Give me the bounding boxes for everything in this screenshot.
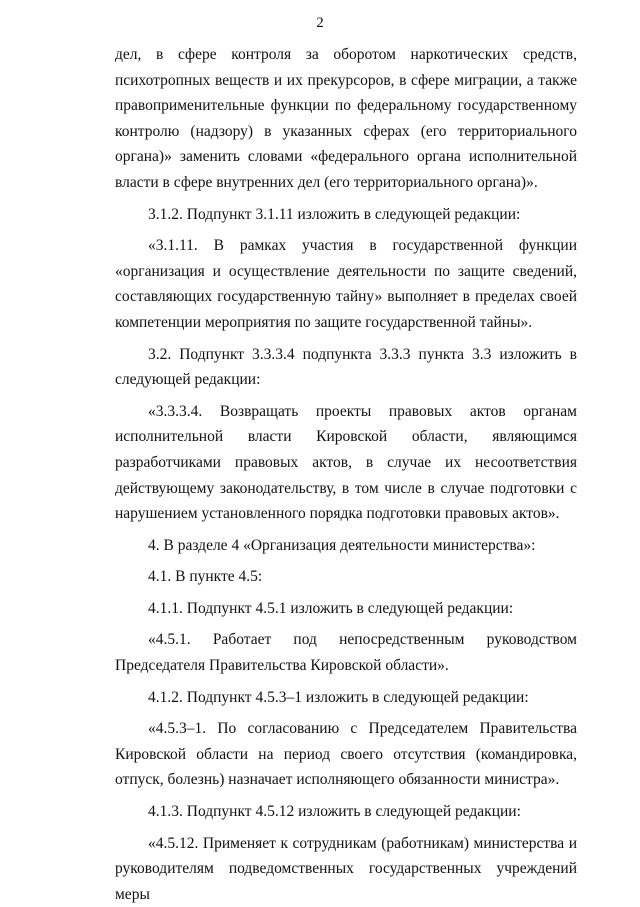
paragraph-continuation: дел, в сфере контроля за оборотом наркотических средств, психотропных веществ и их прекурсоров, в сфере миграции, а также правоприменительные функции по федеральному государственному контролю (надзору) в указанных сферах (его территориального органа)» заменить словами «федерального органа исполнительной власти в сфере внутренних дел (его территориального органа)». [115, 46, 577, 191]
paragraph-4-1: 4.1. В пункте 4.5: [148, 568, 263, 586]
paragraph-3-1-2: 3.1.2. Подпункт 3.1.11 изложить в следующей редакции: [148, 205, 521, 223]
paragraph-4-5-12-quote: «4.5.12. Применяет к сотрудникам (работникам) министерства и руководителям подведомственных государственных учреждений меры [115, 834, 577, 903]
paragraph-4-5-3-1-quote: «4.5.3–1. По согласованию с Председателем Правительства Кировской области на период своего отсутствия (командировка, отпуск, болезнь) назначает исполняющего обязанности министра». [115, 720, 577, 789]
paragraph-4-1-1: 4.1.1. Подпункт 4.5.1 изложить в следующей редакции: [148, 599, 514, 617]
page-number: 2 [316, 15, 324, 31]
document-body [115, 42, 577, 907]
paragraph-4-1-3: 4.1.3. Подпункт 4.5.12 изложить в следующей редакции: [148, 803, 521, 821]
paragraph-3-3-3-4-quote: «3.3.3.4. Возвращать проекты правовых актов органам исполнительной власти Кировской области, являющимся разработчиками правовых актов, в случае их несоответствия действующему законодательству, в том числе в случае подготовки с нарушением установленного порядка подготовки правовых актов». [115, 402, 577, 523]
paragraph-3-2: 3.2. Подпункт 3.3.3.4 подпункта 3.3.3 пункта 3.3 изложить в следующей редакции: [115, 345, 577, 389]
paragraph-4-5-1-quote: «4.5.1. Работает под непосредственным руководством Председателя Правительства Кировской области». [115, 631, 577, 675]
paragraph-section-4: 4. В разделе 4 «Организация деятельности министерства»: [148, 536, 536, 554]
paragraph-3-1-11-quote: «3.1.11. В рамках участия в государственной функции «организация и осуществление деятельности по защите сведений, составляющих государственную тайну» выполняет в пределах своей компетенции мероприятия по защите государственной тайны». [115, 237, 577, 331]
paragraph-4-1-2: 4.1.2. Подпункт 4.5.3–1 изложить в следующей редакции: [148, 688, 529, 706]
